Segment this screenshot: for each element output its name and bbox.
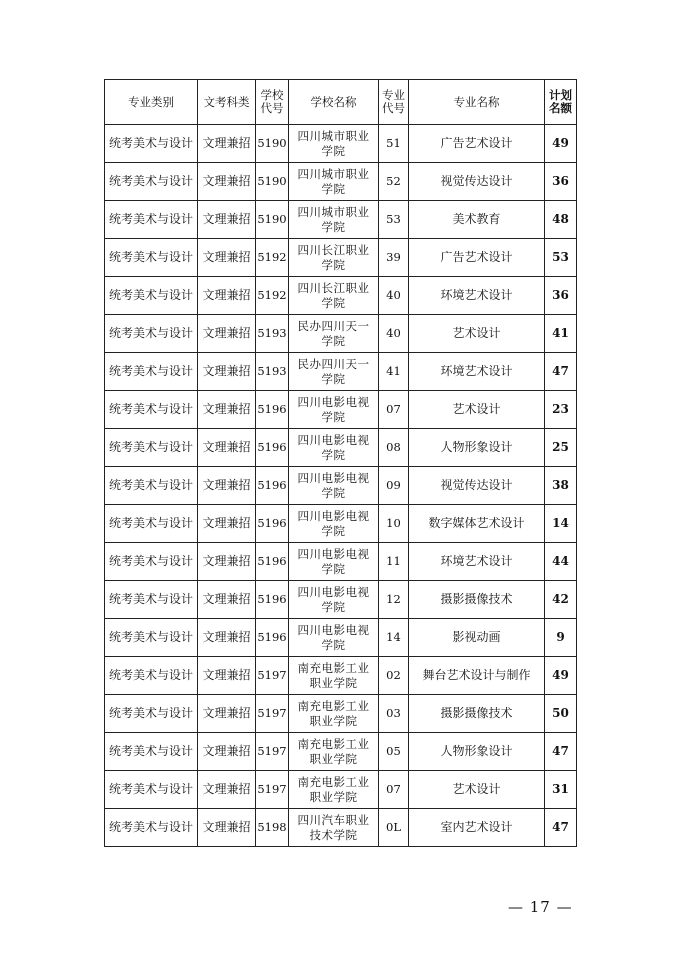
cell-category: 统考美术与设计 (105, 467, 198, 505)
school-name-line1: 四川长江职业 (297, 280, 370, 295)
cell-quota: 48 (545, 201, 577, 239)
cell-subject: 文理兼招 (198, 429, 256, 467)
school-name-line1: 四川电影电视 (297, 470, 370, 485)
table-header-row (105, 80, 577, 125)
table-row (105, 391, 577, 429)
cell-category: 统考美术与设计 (105, 581, 198, 619)
cell-school-code: 5197 (256, 695, 289, 733)
school-name-line2: 学院 (321, 599, 346, 614)
cell-school-name (289, 581, 379, 619)
cell-school-name (289, 315, 379, 353)
school-name-line2: 学院 (321, 447, 346, 462)
cell-major-name: 艺术设计 (409, 391, 545, 429)
cell-category: 统考美术与设计 (105, 733, 198, 771)
header-school-code-line2: 代号 (260, 101, 284, 115)
cell-school-code: 5196 (256, 467, 289, 505)
cell-major-name: 影视动画 (409, 619, 545, 657)
cell-quota: 9 (545, 619, 577, 657)
school-name-line2: 职业学院 (309, 675, 358, 690)
cell-major-name: 人物形象设计 (409, 429, 545, 467)
cell-school-code: 5190 (256, 125, 289, 163)
cell-category: 统考美术与设计 (105, 429, 198, 467)
cell-major-code: 41 (379, 353, 409, 391)
header-quota-line2: 名额 (549, 101, 572, 115)
cell-school-name (289, 391, 379, 429)
school-name-line2: 学院 (321, 295, 346, 310)
cell-major-code: 09 (379, 467, 409, 505)
cell-school-code: 5196 (256, 505, 289, 543)
cell-major-code: 51 (379, 125, 409, 163)
cell-major-name: 美术教育 (409, 201, 545, 239)
cell-subject: 文理兼招 (198, 315, 256, 353)
table-row (105, 125, 577, 163)
cell-school-code: 5197 (256, 657, 289, 695)
cell-subject: 文理兼招 (198, 163, 256, 201)
cell-subject: 文理兼招 (198, 505, 256, 543)
header-major-name: 专业名称 (409, 80, 545, 125)
cell-major-code: 03 (379, 695, 409, 733)
cell-school-code: 5196 (256, 619, 289, 657)
cell-category: 统考美术与设计 (105, 239, 198, 277)
cell-quota: 50 (545, 695, 577, 733)
cell-major-name: 广告艺术设计 (409, 125, 545, 163)
school-name-line1: 四川汽车职业 (297, 812, 370, 827)
table-row (105, 543, 577, 581)
cell-quota: 49 (545, 657, 577, 695)
page-number: — 17 — (508, 898, 573, 916)
table-row (105, 467, 577, 505)
cell-quota: 31 (545, 771, 577, 809)
header-quota-line1: 计划 (549, 88, 572, 102)
table-row (105, 353, 577, 391)
school-name-line2: 学院 (321, 485, 346, 500)
header-major-code-line2: 代号 (382, 101, 405, 115)
table-row (105, 163, 577, 201)
cell-quota: 36 (545, 277, 577, 315)
header-subject: 文考科类 (198, 80, 256, 125)
cell-school-code: 5196 (256, 543, 289, 581)
cell-major-code: 52 (379, 163, 409, 201)
school-name-line2: 技术学院 (309, 827, 358, 842)
cell-category: 统考美术与设计 (105, 809, 198, 847)
cell-category: 统考美术与设计 (105, 695, 198, 733)
school-name-line2: 学院 (321, 371, 346, 386)
cell-major-name: 环境艺术设计 (409, 543, 545, 581)
table-row (105, 429, 577, 467)
cell-subject: 文理兼招 (198, 277, 256, 315)
cell-school-code: 5196 (256, 391, 289, 429)
table-row (105, 809, 577, 847)
table-row (105, 315, 577, 353)
school-name-line1: 民办四川天一 (297, 356, 370, 371)
cell-school-code: 5190 (256, 201, 289, 239)
school-name-line1: 南充电影工业 (297, 774, 370, 789)
cell-quota: 47 (545, 733, 577, 771)
cell-major-code: 39 (379, 239, 409, 277)
cell-school-name (289, 125, 379, 163)
cell-major-code: 02 (379, 657, 409, 695)
table-row (105, 695, 577, 733)
header-major-code (379, 80, 409, 125)
school-name-line2: 学院 (321, 181, 346, 196)
school-name-line2: 学院 (321, 219, 346, 234)
table-row (105, 657, 577, 695)
header-quota (545, 80, 577, 125)
school-name-line2: 学院 (321, 333, 346, 348)
cell-subject: 文理兼招 (198, 239, 256, 277)
cell-school-name (289, 733, 379, 771)
cell-quota: 49 (545, 125, 577, 163)
cell-category: 统考美术与设计 (105, 315, 198, 353)
cell-subject: 文理兼招 (198, 581, 256, 619)
school-name-line2: 学院 (321, 257, 346, 272)
cell-school-name (289, 163, 379, 201)
cell-school-code: 5196 (256, 581, 289, 619)
header-category: 专业类别 (105, 80, 198, 125)
cell-school-code: 5197 (256, 771, 289, 809)
cell-quota: 41 (545, 315, 577, 353)
table-row (105, 581, 577, 619)
cell-major-code: 12 (379, 581, 409, 619)
cell-subject: 文理兼招 (198, 391, 256, 429)
header-major-code-line1: 专业 (382, 88, 405, 102)
enrollment-plan-table (104, 79, 577, 847)
cell-major-name: 舞台艺术设计与制作 (409, 657, 545, 695)
school-name-line1: 四川电影电视 (297, 508, 370, 523)
school-name-line1: 民办四川天一 (297, 318, 370, 333)
school-name-line1: 四川城市职业 (297, 166, 370, 181)
cell-subject: 文理兼招 (198, 771, 256, 809)
table-row (105, 771, 577, 809)
cell-school-name (289, 657, 379, 695)
header-school-name: 学校名称 (289, 80, 379, 125)
school-name-line1: 四川城市职业 (297, 128, 370, 143)
cell-quota: 47 (545, 809, 577, 847)
table-row (105, 277, 577, 315)
cell-subject: 文理兼招 (198, 733, 256, 771)
school-name-line1: 南充电影工业 (297, 660, 370, 675)
cell-major-code: 05 (379, 733, 409, 771)
cell-major-code: 08 (379, 429, 409, 467)
school-name-line1: 四川长江职业 (297, 242, 370, 257)
cell-category: 统考美术与设计 (105, 353, 198, 391)
cell-category: 统考美术与设计 (105, 543, 198, 581)
cell-school-name (289, 353, 379, 391)
school-name-line1: 四川电影电视 (297, 394, 370, 409)
cell-major-name: 广告艺术设计 (409, 239, 545, 277)
cell-category: 统考美术与设计 (105, 619, 198, 657)
cell-major-code: 11 (379, 543, 409, 581)
school-name-line2: 学院 (321, 561, 346, 576)
school-name-line2: 学院 (321, 143, 346, 158)
school-name-line2: 职业学院 (309, 789, 358, 804)
cell-major-name: 环境艺术设计 (409, 353, 545, 391)
cell-category: 统考美术与设计 (105, 771, 198, 809)
cell-major-name: 人物形象设计 (409, 733, 545, 771)
cell-major-name: 摄影摄像技术 (409, 695, 545, 733)
cell-subject: 文理兼招 (198, 657, 256, 695)
cell-school-code: 5192 (256, 277, 289, 315)
cell-major-name: 摄影摄像技术 (409, 581, 545, 619)
cell-quota: 14 (545, 505, 577, 543)
cell-subject: 文理兼招 (198, 809, 256, 847)
cell-category: 统考美术与设计 (105, 277, 198, 315)
header-school-code-line1: 学校 (260, 88, 284, 102)
cell-school-name (289, 239, 379, 277)
cell-school-name (289, 505, 379, 543)
cell-major-code: 07 (379, 771, 409, 809)
cell-category: 统考美术与设计 (105, 163, 198, 201)
header-school-code (256, 80, 289, 125)
school-name-line1: 四川电影电视 (297, 622, 370, 637)
cell-school-name (289, 277, 379, 315)
school-name-line1: 四川电影电视 (297, 432, 370, 447)
table-row (105, 201, 577, 239)
cell-quota: 47 (545, 353, 577, 391)
cell-school-name (289, 543, 379, 581)
cell-school-name (289, 771, 379, 809)
table-row (105, 505, 577, 543)
cell-subject: 文理兼招 (198, 543, 256, 581)
table-row (105, 733, 577, 771)
cell-school-code: 5192 (256, 239, 289, 277)
cell-school-name (289, 619, 379, 657)
table-row (105, 619, 577, 657)
cell-quota: 23 (545, 391, 577, 429)
cell-major-name: 室内艺术设计 (409, 809, 545, 847)
cell-major-code: 14 (379, 619, 409, 657)
cell-subject: 文理兼招 (198, 125, 256, 163)
cell-major-code: 07 (379, 391, 409, 429)
cell-subject: 文理兼招 (198, 201, 256, 239)
table-row (105, 239, 577, 277)
cell-major-code: 40 (379, 315, 409, 353)
cell-subject: 文理兼招 (198, 695, 256, 733)
cell-category: 统考美术与设计 (105, 657, 198, 695)
cell-school-name (289, 201, 379, 239)
cell-major-name: 视觉传达设计 (409, 163, 545, 201)
cell-quota: 44 (545, 543, 577, 581)
cell-school-code: 5197 (256, 733, 289, 771)
cell-subject: 文理兼招 (198, 619, 256, 657)
cell-quota: 42 (545, 581, 577, 619)
cell-school-code: 5198 (256, 809, 289, 847)
cell-major-name: 视觉传达设计 (409, 467, 545, 505)
cell-school-name (289, 809, 379, 847)
cell-school-name (289, 695, 379, 733)
school-name-line2: 职业学院 (309, 713, 358, 728)
cell-school-code: 5196 (256, 429, 289, 467)
table-body (105, 125, 577, 847)
school-name-line1: 四川电影电视 (297, 546, 370, 561)
cell-major-code: 0L (379, 809, 409, 847)
cell-school-code: 5193 (256, 353, 289, 391)
school-name-line1: 南充电影工业 (297, 698, 370, 713)
cell-quota: 53 (545, 239, 577, 277)
cell-school-name (289, 467, 379, 505)
cell-category: 统考美术与设计 (105, 125, 198, 163)
cell-major-name: 艺术设计 (409, 315, 545, 353)
cell-major-code: 40 (379, 277, 409, 315)
cell-major-name: 艺术设计 (409, 771, 545, 809)
cell-school-name (289, 429, 379, 467)
cell-quota: 25 (545, 429, 577, 467)
cell-category: 统考美术与设计 (105, 201, 198, 239)
school-name-line1: 四川电影电视 (297, 584, 370, 599)
school-name-line1: 四川城市职业 (297, 204, 370, 219)
school-name-line2: 学院 (321, 523, 346, 538)
school-name-line2: 职业学院 (309, 751, 358, 766)
cell-category: 统考美术与设计 (105, 391, 198, 429)
cell-major-name: 数字媒体艺术设计 (409, 505, 545, 543)
school-name-line2: 学院 (321, 409, 346, 424)
cell-quota: 38 (545, 467, 577, 505)
cell-category: 统考美术与设计 (105, 505, 198, 543)
cell-school-code: 5193 (256, 315, 289, 353)
cell-quota: 36 (545, 163, 577, 201)
cell-school-code: 5190 (256, 163, 289, 201)
cell-subject: 文理兼招 (198, 467, 256, 505)
cell-major-code: 53 (379, 201, 409, 239)
cell-major-code: 10 (379, 505, 409, 543)
cell-subject: 文理兼招 (198, 353, 256, 391)
cell-major-name: 环境艺术设计 (409, 277, 545, 315)
school-name-line1: 南充电影工业 (297, 736, 370, 751)
school-name-line2: 学院 (321, 637, 346, 652)
